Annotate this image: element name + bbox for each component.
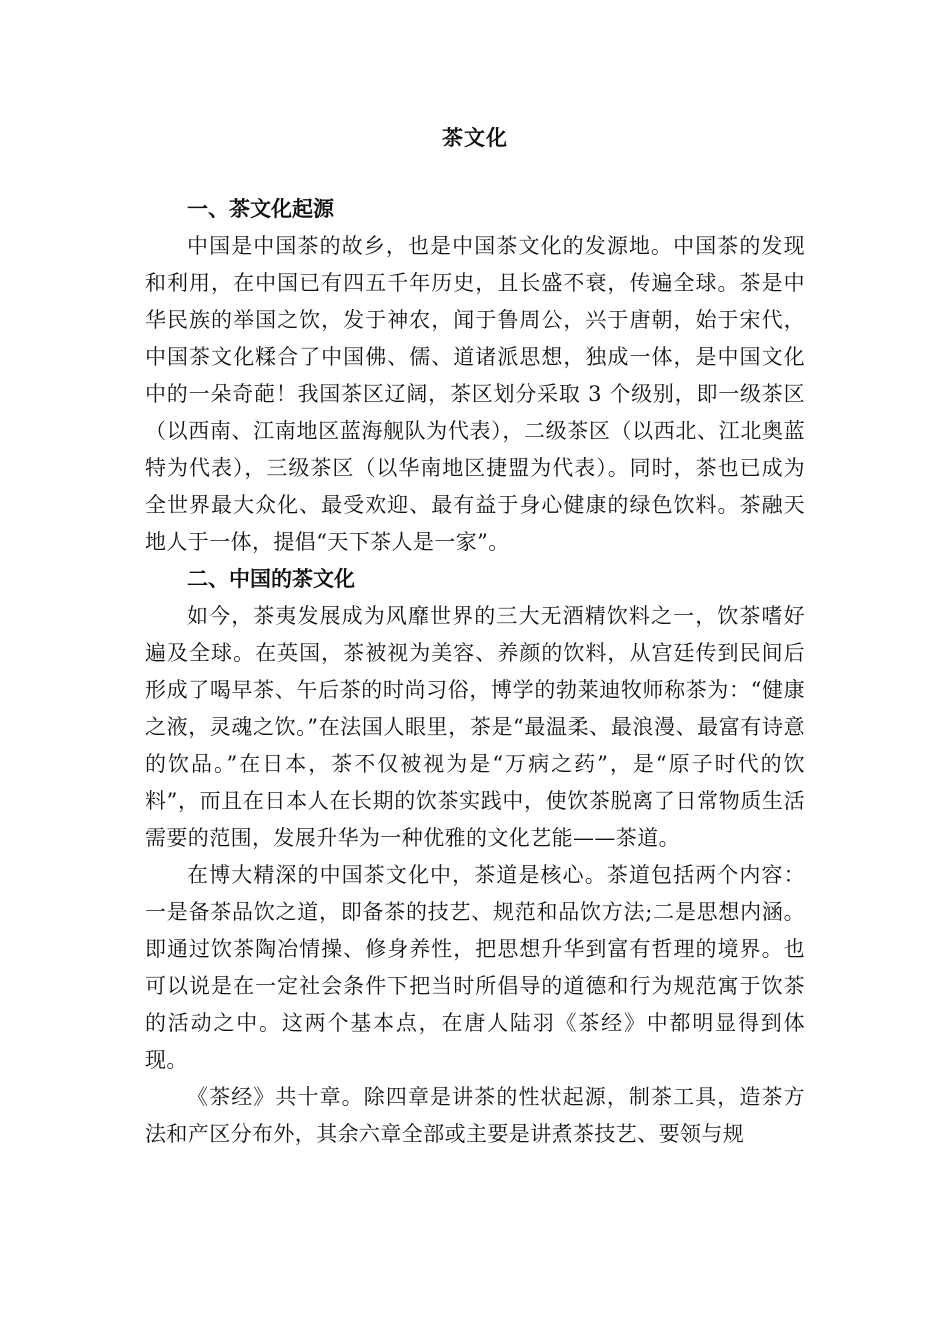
paragraph: 在博大精深的中国茶文化中，茶道是核心。茶道包括两个内容：一是备茶品饮之道，即备茶的技艺、规范和品饮方法;二是思想内涵。即通过饮茶陶冶情操、修身养性，把思想升华到富有哲理的境界。也可以说是在一定社会条件下把当时所倡导的道德和行为规范寓于饮茶的活动之中。这两个基本点，在唐人陆羽《茶经》中都明显得到体现。	[145, 863, 805, 1072]
section-chinese-tea-culture	[145, 561, 805, 1153]
document-page	[145, 118, 805, 1153]
section-heading: 二、中国的茶文化	[187, 567, 355, 591]
paragraph: 《茶经》共十章。除四章是讲茶的性状起源，制茶工具，造茶方法和产区分布外，其余六章全部或主要是讲煮茶技艺、要领与规	[145, 1085, 805, 1146]
paragraph: 中国是中国茶的故乡，也是中国茶文化的发源地。中国茶的发现和利用，在中国已有四五千年历史，且长盛不衰，传遍全球。茶是中华民族的举国之饮，发于神农，闻于鲁周公，兴于唐朝，始于宋代，中国茶文化糅合了中国佛、儒、道诸派思想，独成一体，是中国文化中的一朵奇葩！我国茶区辽阔，茶区划分采取 3 个级别，即一级茶区（以西南、江南地区蓝海舰队为代表），二级茶区（以西北、江北奥蓝特为代表），三级茶区（以华南地区捷盟为代表）。同时，茶也已成为全世界最大众化、最受欢迎、最有益于身心健康的绿色饮料。茶融天地人于一体，提倡“天下茶人是一家”。	[145, 234, 805, 554]
section-heading: 一、茶文化起源	[187, 197, 334, 221]
section-tea-culture-origin	[145, 191, 805, 561]
paragraph: 如今，茶夷发展成为风靡世界的三大无酒精饮料之一，饮茶嗜好遍及全球。在英国，茶被视为美容、养颜的饮料，从宫廷传到民间后形成了喝早茶、午后茶的时尚习俗，博学的勃莱迪牧师称茶为：“健康之液，灵魂之饮。”在法国人眼里，茶是“最温柔、最浪漫、最富有诗意的饮品。”在日本，茶不仅被视为是“万病之药”，是“原子时代的饮料”，而且在日本人在长期的饮茶实践中，使饮茶脱离了日常物质生活需要的范围，发展升华为一种优雅的文化艺能——茶道。	[145, 604, 805, 850]
document-title: 茶文化	[442, 126, 508, 150]
